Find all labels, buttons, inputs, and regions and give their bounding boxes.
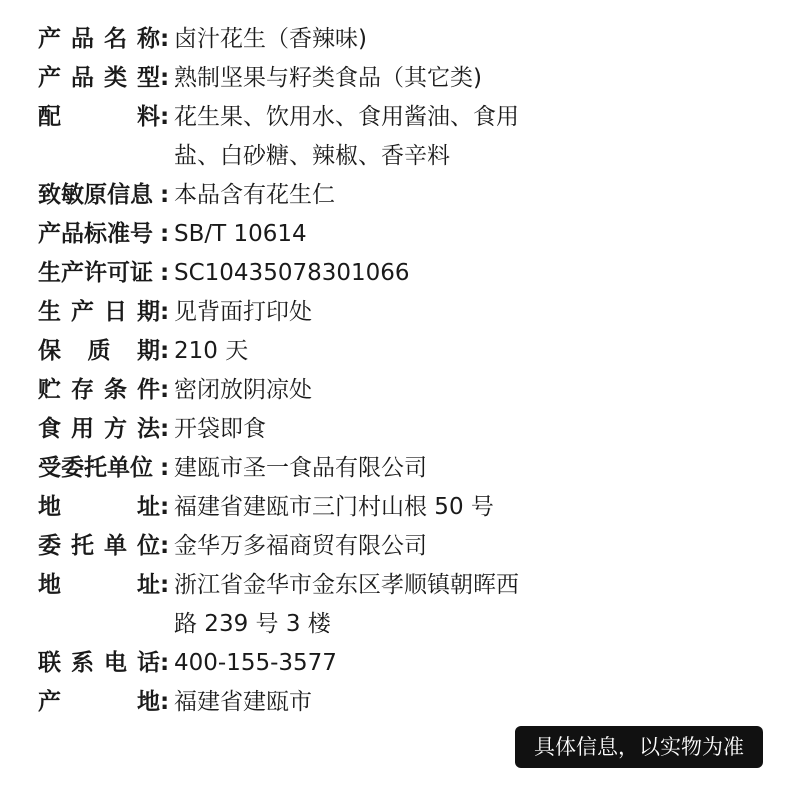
key-company-address bbox=[38, 566, 160, 605]
key-product-standard: 产品标准号 bbox=[38, 221, 153, 247]
colon: : bbox=[160, 338, 170, 364]
row-product-name bbox=[38, 20, 778, 59]
key-char: 法 bbox=[137, 416, 160, 442]
key-char: 产 bbox=[38, 26, 61, 52]
key-manufacturer-address bbox=[38, 488, 160, 527]
key-char: 系 bbox=[71, 650, 94, 676]
colon: : bbox=[160, 260, 170, 286]
value-contracted-manufacturer: 建瓯市圣一食品有限公司 bbox=[174, 455, 427, 481]
value-allergen-info: 本品含有花生仁 bbox=[174, 182, 335, 208]
key-product-type bbox=[38, 59, 160, 98]
value-usage: 开袋即食 bbox=[174, 416, 266, 442]
key-production-license: 生产许可证 bbox=[38, 260, 153, 286]
row-product-standard bbox=[38, 215, 778, 254]
key-char: 电 bbox=[104, 650, 127, 676]
key-char: 日 bbox=[104, 299, 127, 325]
colon: : bbox=[160, 572, 170, 598]
key-char: 联 bbox=[38, 650, 61, 676]
value-company-address-line-1: 浙江省金华市金东区孝顺镇朝晖西 bbox=[174, 572, 519, 598]
value-ingredients-line-2: 盐、白砂糖、辣椒、香辛料 bbox=[174, 143, 450, 169]
row-contracted-manufacturer bbox=[38, 449, 778, 488]
key-char: 型 bbox=[137, 65, 160, 91]
row-usage bbox=[38, 410, 778, 449]
key-char: 地 bbox=[38, 572, 61, 598]
key-contact-phone bbox=[38, 644, 160, 683]
key-shelf-life bbox=[38, 332, 160, 371]
key-char: 方 bbox=[104, 416, 127, 442]
row-storage-conditions bbox=[38, 371, 778, 410]
key-char: 配 bbox=[38, 104, 61, 130]
key-production-date bbox=[38, 293, 160, 332]
key-char: 称 bbox=[137, 26, 160, 52]
value-shelf-life: 210 天 bbox=[174, 338, 249, 364]
key-char: 品 bbox=[71, 65, 94, 91]
colon: : bbox=[160, 221, 170, 247]
key-char: 位 bbox=[137, 533, 160, 559]
value-company-address-line-2: 路 239 号 3 楼 bbox=[174, 611, 331, 637]
value-ingredients bbox=[174, 98, 778, 176]
disclaimer-badge: 具体信息，以实物为准 bbox=[515, 726, 763, 768]
key-char: 产 bbox=[38, 689, 61, 715]
colon: : bbox=[160, 494, 170, 520]
value-production-license: SC10435078301066 bbox=[174, 260, 410, 286]
key-char: 贮 bbox=[38, 377, 61, 403]
value-product-name: 卤汁花生（香辣味) bbox=[174, 26, 367, 52]
key-char: 托 bbox=[71, 533, 94, 559]
value-contact-phone: 400-155-3577 bbox=[174, 650, 337, 676]
colon: : bbox=[160, 182, 170, 208]
row-contact-phone bbox=[38, 644, 778, 683]
colon: : bbox=[160, 455, 170, 481]
colon: : bbox=[160, 533, 170, 559]
value-origin: 福建省建瓯市 bbox=[174, 689, 312, 715]
colon: : bbox=[160, 650, 170, 676]
value-commissioning-company: 金华万多福商贸有限公司 bbox=[174, 533, 427, 559]
key-contracted-manufacturer: 受委托单位 bbox=[38, 455, 153, 481]
row-ingredients bbox=[38, 98, 778, 176]
key-char: 存 bbox=[71, 377, 94, 403]
key-char: 单 bbox=[104, 533, 127, 559]
key-char: 期 bbox=[137, 338, 160, 364]
row-shelf-life bbox=[38, 332, 778, 371]
key-char: 保 bbox=[38, 338, 61, 364]
key-char: 址 bbox=[137, 494, 160, 520]
value-production-date: 见背面打印处 bbox=[174, 299, 312, 325]
value-storage-conditions: 密闭放阴凉处 bbox=[174, 377, 312, 403]
colon: : bbox=[160, 65, 170, 91]
key-char: 类 bbox=[104, 65, 127, 91]
key-commissioning-company bbox=[38, 527, 160, 566]
row-origin bbox=[38, 683, 778, 722]
key-char: 生 bbox=[38, 299, 61, 325]
key-char: 委 bbox=[38, 533, 61, 559]
colon: : bbox=[160, 104, 170, 130]
key-product-name bbox=[38, 20, 160, 59]
key-char: 话 bbox=[137, 650, 160, 676]
key-char: 用 bbox=[71, 416, 94, 442]
value-manufacturer-address: 福建省建瓯市三门村山根 50 号 bbox=[174, 494, 494, 520]
colon: : bbox=[160, 26, 170, 52]
key-usage bbox=[38, 410, 160, 449]
value-product-type: 熟制坚果与籽类食品（其它类) bbox=[174, 65, 482, 91]
key-char: 品 bbox=[71, 26, 94, 52]
product-info-list bbox=[38, 20, 778, 722]
row-allergen-info bbox=[38, 176, 778, 215]
key-allergen-info: 致敏原信息 bbox=[38, 182, 153, 208]
key-char: 条 bbox=[104, 377, 127, 403]
row-commissioning-company bbox=[38, 527, 778, 566]
key-char: 产 bbox=[71, 299, 94, 325]
key-char: 址 bbox=[137, 572, 160, 598]
value-product-standard: SB/T 10614 bbox=[174, 221, 307, 247]
row-company-address bbox=[38, 566, 778, 644]
key-char: 地 bbox=[137, 689, 160, 715]
key-char: 名 bbox=[104, 26, 127, 52]
key-char: 产 bbox=[38, 65, 61, 91]
colon: : bbox=[160, 416, 170, 442]
row-production-license bbox=[38, 254, 778, 293]
key-char: 食 bbox=[38, 416, 61, 442]
key-char: 件 bbox=[137, 377, 160, 403]
key-char: 质 bbox=[87, 338, 111, 364]
colon: : bbox=[160, 299, 170, 325]
colon: : bbox=[160, 689, 170, 715]
key-ingredients bbox=[38, 98, 160, 137]
key-storage-conditions bbox=[38, 371, 160, 410]
key-origin bbox=[38, 683, 160, 722]
key-char: 期 bbox=[137, 299, 160, 325]
key-char: 料 bbox=[137, 104, 160, 130]
colon: : bbox=[160, 377, 170, 403]
row-manufacturer-address bbox=[38, 488, 778, 527]
row-product-type bbox=[38, 59, 778, 98]
row-production-date bbox=[38, 293, 778, 332]
value-company-address bbox=[174, 566, 778, 644]
value-ingredients-line-1: 花生果、饮用水、食用酱油、食用 bbox=[174, 104, 519, 130]
key-char: 地 bbox=[38, 494, 61, 520]
